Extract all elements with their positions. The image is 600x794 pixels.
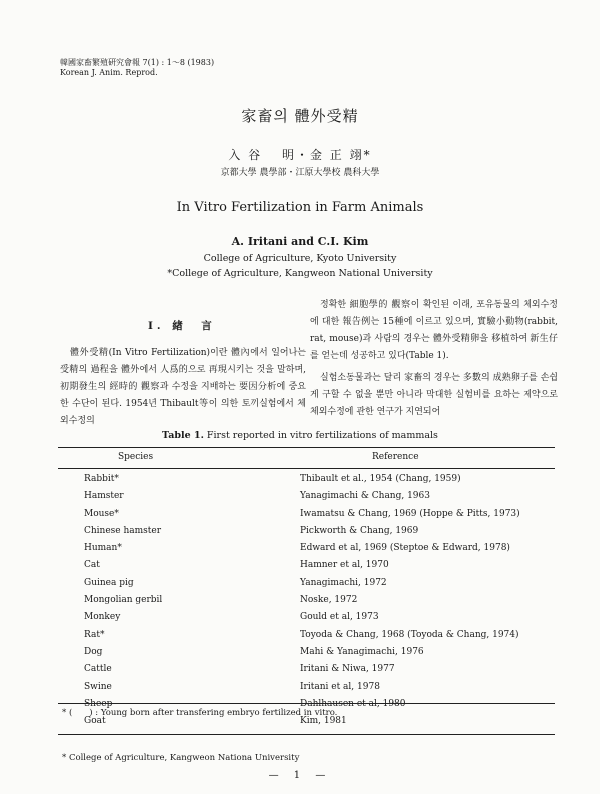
table-row xyxy=(58,680,555,697)
table-label: Table 1. xyxy=(162,430,204,441)
authors-english: A. Iritani and C.I. Kim xyxy=(231,235,369,248)
table-row xyxy=(58,541,555,558)
page-number: — 1 — xyxy=(268,770,332,781)
species-cell: Rabbit* xyxy=(84,474,119,484)
table-row xyxy=(58,472,555,489)
species-cell: Sheep xyxy=(84,698,113,709)
species-cell: Dog xyxy=(84,646,103,657)
table-body xyxy=(58,472,555,731)
species-cell: Cattle xyxy=(84,664,112,675)
authors-korean: 入 谷 明・金 正 翊* xyxy=(228,148,372,162)
intro-paragraph-1: 體外受精(In Vitro Fertilization)이란 體內에서 일어나는 受精의 過程을 體外에서 人爲的으로 再現시키는 것을 말하며, 初期發生의 經時的 觀察과 수정을 지배하는 要因分析에 중요한 수단이 된다. 1954년 Thibault等이 의한 토끼실험에서 체외수정의 xyxy=(60,348,306,426)
reference-cell: Hamner et al, 1970 xyxy=(300,560,389,571)
reference-cell: Dahlhausen et al, 1980 xyxy=(300,698,406,709)
journal-citation: 韓國家畜繁殖硏究會報 7(1) : 1～8 (1983) xyxy=(60,58,215,67)
title-korean: 家畜의 體外受精 xyxy=(241,107,359,125)
species-cell: Guinea pig xyxy=(84,577,134,588)
species-cell: Mouse* xyxy=(84,508,119,519)
table-top-rule xyxy=(58,447,555,448)
table-row xyxy=(58,628,555,645)
reference-cell: Iwamatsu & Chang, 1969 (Hoppe & Pitts, 1973) xyxy=(300,508,520,519)
footnote: * College of Agriculture, Kangweon Nationa University xyxy=(62,753,300,763)
species-cell: Monkey xyxy=(84,612,121,623)
body-left-column xyxy=(60,345,306,430)
reference-cell: Thibault et al., 1954 (Chang, 1959) xyxy=(300,474,461,484)
table-bottom-rule xyxy=(58,734,555,735)
reference-cell: Gould et al, 1973 xyxy=(300,612,379,623)
affiliation-kangweon: *College of Agriculture, Kangweon National University xyxy=(167,268,433,279)
reference-cell: Yanagimachi & Chang, 1963 xyxy=(300,491,430,502)
reference-cell: Iritani & Niwa, 1977 xyxy=(300,664,395,675)
section-heading-introduction: Ⅰ. 緖 言 xyxy=(148,320,216,332)
table-row xyxy=(58,610,555,627)
table-header-species: Species xyxy=(118,452,154,462)
table-row xyxy=(58,645,555,662)
table-header-rule xyxy=(58,468,555,469)
species-cell: Swine xyxy=(84,681,112,692)
table-row xyxy=(58,662,555,679)
species-cell: Goat xyxy=(84,716,106,727)
table-row xyxy=(58,507,555,524)
table-row xyxy=(58,593,555,610)
table-note-rule xyxy=(58,703,555,704)
species-cell: Chinese hamster xyxy=(84,525,162,536)
species-cell: Mongolian gerbil xyxy=(84,595,163,606)
species-cell: Rat* xyxy=(84,629,105,640)
reference-cell: Kim, 1981 xyxy=(300,716,347,727)
intro-paragraph-3: 실험소동물과는 달리 家畜의 경우는 多數의 成熟卵子를 손쉽게 구할 수 없을 뿐만 아니라 막대한 실험비를 요하는 제약으로 체외수정에 관한 연구가 지연되어 xyxy=(310,373,558,417)
affiliation-kyoto: College of Agriculture, Kyoto University xyxy=(203,253,397,264)
journal-header xyxy=(60,58,214,78)
table-row xyxy=(58,489,555,506)
table-note: * ( ) : Young born after transfering embryo fertilized in vitro. xyxy=(62,708,338,718)
table-header-reference: Reference xyxy=(372,452,419,462)
affiliation-korean: 京都大學 農學部・江原大學校 農科大學 xyxy=(220,168,380,178)
table-caption xyxy=(0,430,600,441)
reference-cell: Edward et al, 1969 (Steptoe & Edward, 1978) xyxy=(300,543,510,554)
reference-cell: Mahi & Yanagimachi, 1976 xyxy=(300,646,424,657)
reference-cell: Pickworth & Chang, 1969 xyxy=(300,525,419,536)
reference-cell: Yanagimachi, 1972 xyxy=(300,577,387,588)
table-row xyxy=(58,524,555,541)
table-row xyxy=(58,576,555,593)
reference-cell: Toyoda & Chang, 1968 (Toyoda & Chang, 1974) xyxy=(300,629,519,640)
journal-name: Korean J. Anim. Reprod. xyxy=(60,68,158,77)
title-english: In Vitro Fertilization in Farm Animals xyxy=(176,200,424,215)
species-cell: Human* xyxy=(84,543,122,554)
species-cell: Hamster xyxy=(84,491,124,502)
table-row xyxy=(58,558,555,575)
species-cell: Cat xyxy=(84,560,100,571)
table-caption-text: First reported in vitro fertilizations of mammals xyxy=(206,430,438,441)
reference-cell: Iritani et al, 1978 xyxy=(300,681,380,692)
reference-cell: Noske, 1972 xyxy=(300,595,358,606)
intro-paragraph-2: 정확한 細胞學的 觀察이 확인된 이래, 포유동물의 체외수정에 대한 報告例는 15種에 이르고 있으며, 實驗小動物(rabbit, rat, mouse)과 사람의 경우는 體外受精卵을 移植하여 新生仔를 얻는데 성공하고 있다(Table 1). xyxy=(310,300,558,361)
body-right-column xyxy=(310,297,558,421)
affiliation-english xyxy=(0,251,600,281)
